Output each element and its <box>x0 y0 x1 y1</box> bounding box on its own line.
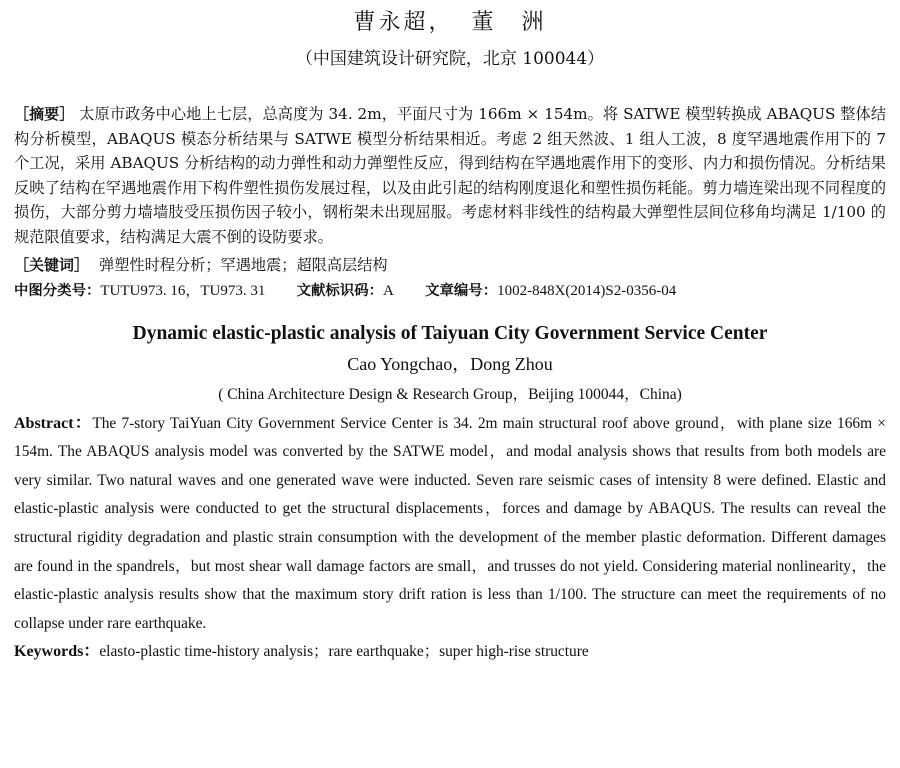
abstract-en-text: The 7-story TaiYuan City Government Service Center is 34. 2m main structural roof above ground，with plane size 166m × 154m. The ABAQUS analysis model was converted by the SATWE model，and modal analysis shows that results from both models are very similar. Two natural waves and one generated wave were inducted. Seven rare seismic cases of intensity 8 were defined. Elastic and elastic-plastic analysis were conducted to get the structural displacements，forces and damage by ABAQUS. The results can reveal the structural rigidity degradation and plastic strain consumption with the development of the member plastic deformation. Different damages are found in the spandrels，but most shear wall damage factors are small，and trusses do not yield. Considering material nonlinearity，the elastic-plastic analysis results show that the maximum story drift ration is less than 1/100. The structure can meet the requirements of no collapse under rare earthquake. <box>14 414 886 632</box>
abstract-cn-text: 太原市政务中心地上七层，总高度为 34. 2m，平面尺寸为 166m × 154m。将 SATWE 模型转换成 ABAQUS 整体结构分析模型，ABAQUS 模态分析结果与 SATWE 模型分析结果相近。考虑 2 组天然波、1 组人工波，8 度罕遇地震作用下的 7 个工况，采用 ABAQUS 分析结构的动力弹性和动力弹塑性反应，得到结构在罕遇地震作用下的变形、内力和损伤情况。分析结果反映了结构在罕遇地震作用下构件塑性损伤发展过程，以及由此引起的结构刚度退化和塑性损伤耗能。剪力墙连梁出现不同程度的损伤，大部分剪力墙墙肢受压损伤因子较小，钢桁架未出现屈服。考虑材料非线性的结构最大弹塑性层间位移角均满足 1/100 的规范限值要求，结构满足大震不倒的设防要求。 <box>14 105 887 246</box>
authors-english: Cao Yongchao，Dong Zhou <box>347 353 553 374</box>
keywords-chinese <box>14 252 886 278</box>
abstract-cn-label: ［摘要］ <box>14 105 75 123</box>
abstract-english <box>14 410 886 639</box>
clc-value: TUTU973. 16，TU973. 31 <box>100 282 266 299</box>
article-no-label: 文章编号： <box>425 282 498 299</box>
keywords-cn-text: 弹塑性时程分析；罕遇地震；超限高层结构 <box>99 255 388 274</box>
classification-line <box>14 278 886 304</box>
keywords-en-label: Keywords： <box>14 643 100 661</box>
doc-code-value: A <box>383 282 394 299</box>
affiliation-chinese: （中国建筑设计研究院，北京 100044） <box>295 49 605 69</box>
affiliation-english: ( China Architecture Design & Research Group，Beijing 100044，China) <box>218 385 682 403</box>
abstract-chinese <box>14 102 886 250</box>
keywords-cn-label: ［关键词］ <box>14 255 90 274</box>
abstract-en-label: Abstract： <box>14 414 93 432</box>
author-2-cn: 董 洲 <box>471 10 547 35</box>
doc-code-label: 文献标识码： <box>296 282 383 299</box>
author-1-cn: 曹永超， <box>353 10 454 35</box>
authors-chinese <box>14 6 886 40</box>
keywords-en-text: elasto-plastic time-history analysis；rare earthquake；super high-rise structure <box>99 643 589 661</box>
keywords-english <box>14 638 886 666</box>
clc-label: 中图分类号： <box>14 282 101 299</box>
paper-page <box>0 6 900 768</box>
article-no-value: 1002-848X(2014)S2-0356-04 <box>497 282 677 299</box>
paper-title-english: Dynamic elastic-plastic analysis of Taiyuan City Government Service Center <box>132 322 768 344</box>
